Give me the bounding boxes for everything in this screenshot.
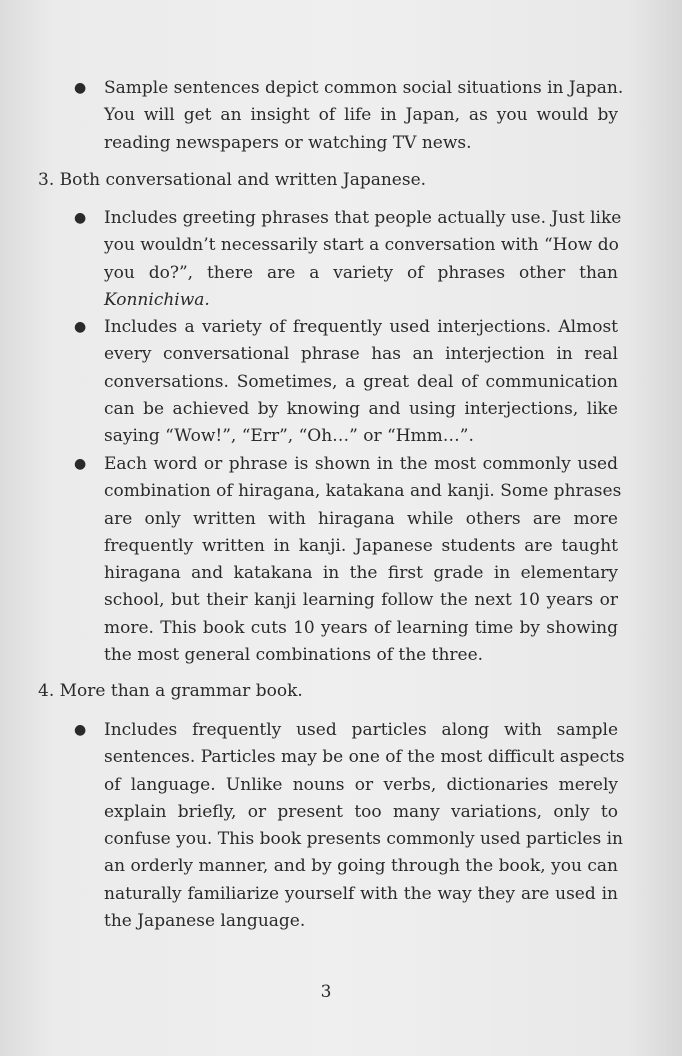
bullet-item — [74, 717, 625, 935]
text-line: naturally familiarize yourself with the way they are used in — [104, 883, 618, 904]
text-line: You will get an insight of life in Japan, as you would by — [104, 105, 618, 126]
section-heading: 4. More than a grammar book. — [38, 681, 303, 701]
text-line: of language. Unlike nouns or verbs, dictionaries merely — [104, 774, 618, 795]
bullet-icon: ● — [74, 722, 87, 738]
text-line: frequently written in kanji. Japanese students are taught — [104, 535, 618, 556]
text-line: every conversational phrase has an interjection in real — [104, 344, 618, 365]
bullet-item — [74, 75, 624, 157]
text-line: reading newspapers or watching TV news. — [104, 132, 472, 153]
text-line: the Japanese language. — [104, 911, 306, 932]
bullet-item — [74, 451, 622, 669]
bullet-item — [74, 205, 622, 314]
text-line: an orderly manner, and by going through the book, you can — [104, 856, 618, 877]
text-line: saying “Wow!”, “Err”, “Oh…” or “Hmm…”. — [104, 426, 474, 447]
text-line: you wouldn’t necessarily start a conversation with “How do — [104, 235, 619, 256]
text-line: you do?”, there are a variety of phrases other than — [104, 262, 618, 283]
bullet-icon: ● — [74, 80, 87, 96]
text-line: conversations. Sometimes, a great deal of communication — [104, 371, 618, 392]
section-heading: 3. Both conversational and written Japanese. — [38, 170, 427, 190]
text-line: Includes a variety of frequently used interjections. Almost — [104, 317, 618, 337]
bullet-icon: ● — [74, 210, 87, 226]
text-line: Konnichiwa. — [104, 289, 210, 310]
text-line: hiragana and katakana in the first grade in elementary — [104, 563, 618, 584]
text-line: Includes greeting phrases that people actually use. Just like — [104, 208, 622, 228]
text-line: Sample sentences depict common social situations in Japan. — [104, 78, 624, 98]
text-line: the most general combinations of the three. — [104, 645, 484, 666]
text-line: explain briefly, or present too many variations, only to — [104, 801, 618, 822]
text-line: confuse you. This book presents commonly used particles in — [104, 829, 623, 850]
bullet-icon: ● — [74, 319, 87, 335]
page-number: 3 — [320, 982, 332, 1002]
text-line: Includes frequently used particles along with sample — [104, 720, 618, 740]
bullet-item — [74, 314, 618, 450]
text-line: more. This book cuts 10 years of learning time by showing — [104, 617, 618, 638]
text-line: combination of hiragana, katakana and kanji. Some phrases — [104, 481, 622, 502]
text-line: can be achieved by knowing and using interjections, like — [104, 398, 618, 419]
text-line: are only written with hiragana while others are more — [104, 508, 618, 529]
bullet-icon: ● — [74, 456, 87, 472]
text-line: school, but their kanji learning follow the next 10 years or — [104, 590, 618, 611]
text-line: sentences. Particles may be one of the most difficult aspects — [104, 747, 625, 768]
text-line: Each word or phrase is shown in the most commonly used — [104, 454, 618, 474]
